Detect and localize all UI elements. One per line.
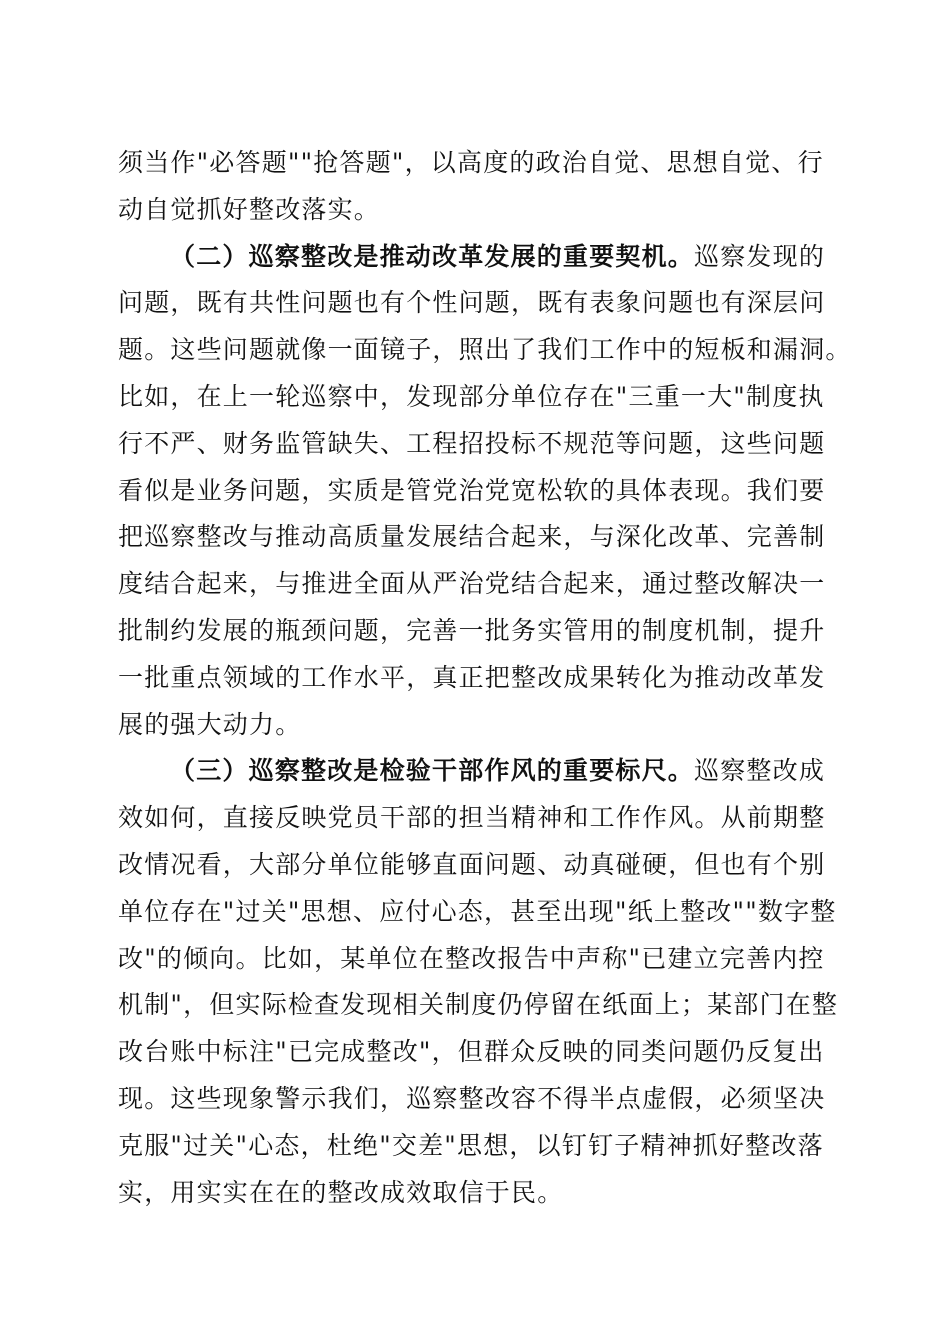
text-line: 行不严、财务监管缺失、工程招投标不规范等问题，这些问题 (118, 428, 826, 458)
text-line: 现。这些现象警示我们，巡察整改容不得半点虚假，必须坚决 (118, 1083, 826, 1113)
text-line: 机制"，但实际检查发现相关制度仍停留在纸面上；某部门在整 (118, 990, 839, 1020)
text-run: 巡察发现的 (694, 241, 826, 271)
text-line: 比如，在上一轮巡察中，发现部分单位存在"三重一大"制度执 (118, 381, 825, 411)
text-line: 把巡察整改与推动高质量发展结合起来，与深化改革、完善制 (118, 522, 826, 552)
text-line: 效如何，直接反映党员干部的担当精神和工作作风。从前期整 (118, 803, 826, 833)
paragraph (118, 234, 852, 749)
text-line: 展的强大动力。 (118, 709, 302, 739)
text-line: 看似是业务问题，实质是管党治党宽松软的具体表现。我们要 (118, 475, 826, 505)
text-line: 改台账中标注"已完成整改"，但群众反映的同类问题仍反复出 (118, 1037, 825, 1067)
text-line (118, 748, 838, 795)
text-line: 度结合起来，与推进全面从严治党结合起来，通过整改解决一 (118, 569, 826, 599)
document-body (118, 140, 852, 1216)
text-line: 一批重点领域的工作水平，真正把整改成果转化为推动改革发 (118, 662, 826, 692)
text-line: 改情况看，大部分单位能够直面问题、动真碰硬，但也有个别 (118, 849, 826, 879)
text-line: 题。这些问题就像一面镜子，照出了我们工作中的短板和漏洞。 (118, 335, 852, 365)
text-line: 实，用实实在在的整改成效取信于民。 (118, 1177, 564, 1207)
text-line: 克服"过关"心态，杜绝"交差"思想，以钉钉子精神抓好整改落 (118, 1130, 824, 1160)
paragraph (118, 140, 838, 234)
text-line: 须当作"必答题""抢答题"，以高度的政治自觉、思想自觉、行 (118, 148, 824, 177)
section-heading: （二）巡察整改是推动改革发展的重要契机。 (170, 241, 695, 271)
text-line: 改"的倾向。比如，某单位在整改报告中声称"已建立完善内控 (118, 943, 825, 973)
text-line: 动自觉抓好整改落实。 (118, 194, 381, 224)
text-line: 单位存在"过关"思想、应付心态，甚至出现"纸上整改""数字整 (118, 896, 837, 926)
section-heading: （三）巡察整改是检验干部作风的重要标尺。 (170, 756, 695, 786)
text-run: 巡察整改成 (694, 756, 826, 786)
paragraph (118, 748, 838, 1216)
text-line: 批制约发展的瓶颈问题，完善一批务实管用的制度机制，提升 (118, 615, 826, 645)
text-line (118, 234, 838, 281)
text-line: 问题，既有共性问题也有个性问题，既有表象问题也有深层问 (118, 288, 826, 318)
